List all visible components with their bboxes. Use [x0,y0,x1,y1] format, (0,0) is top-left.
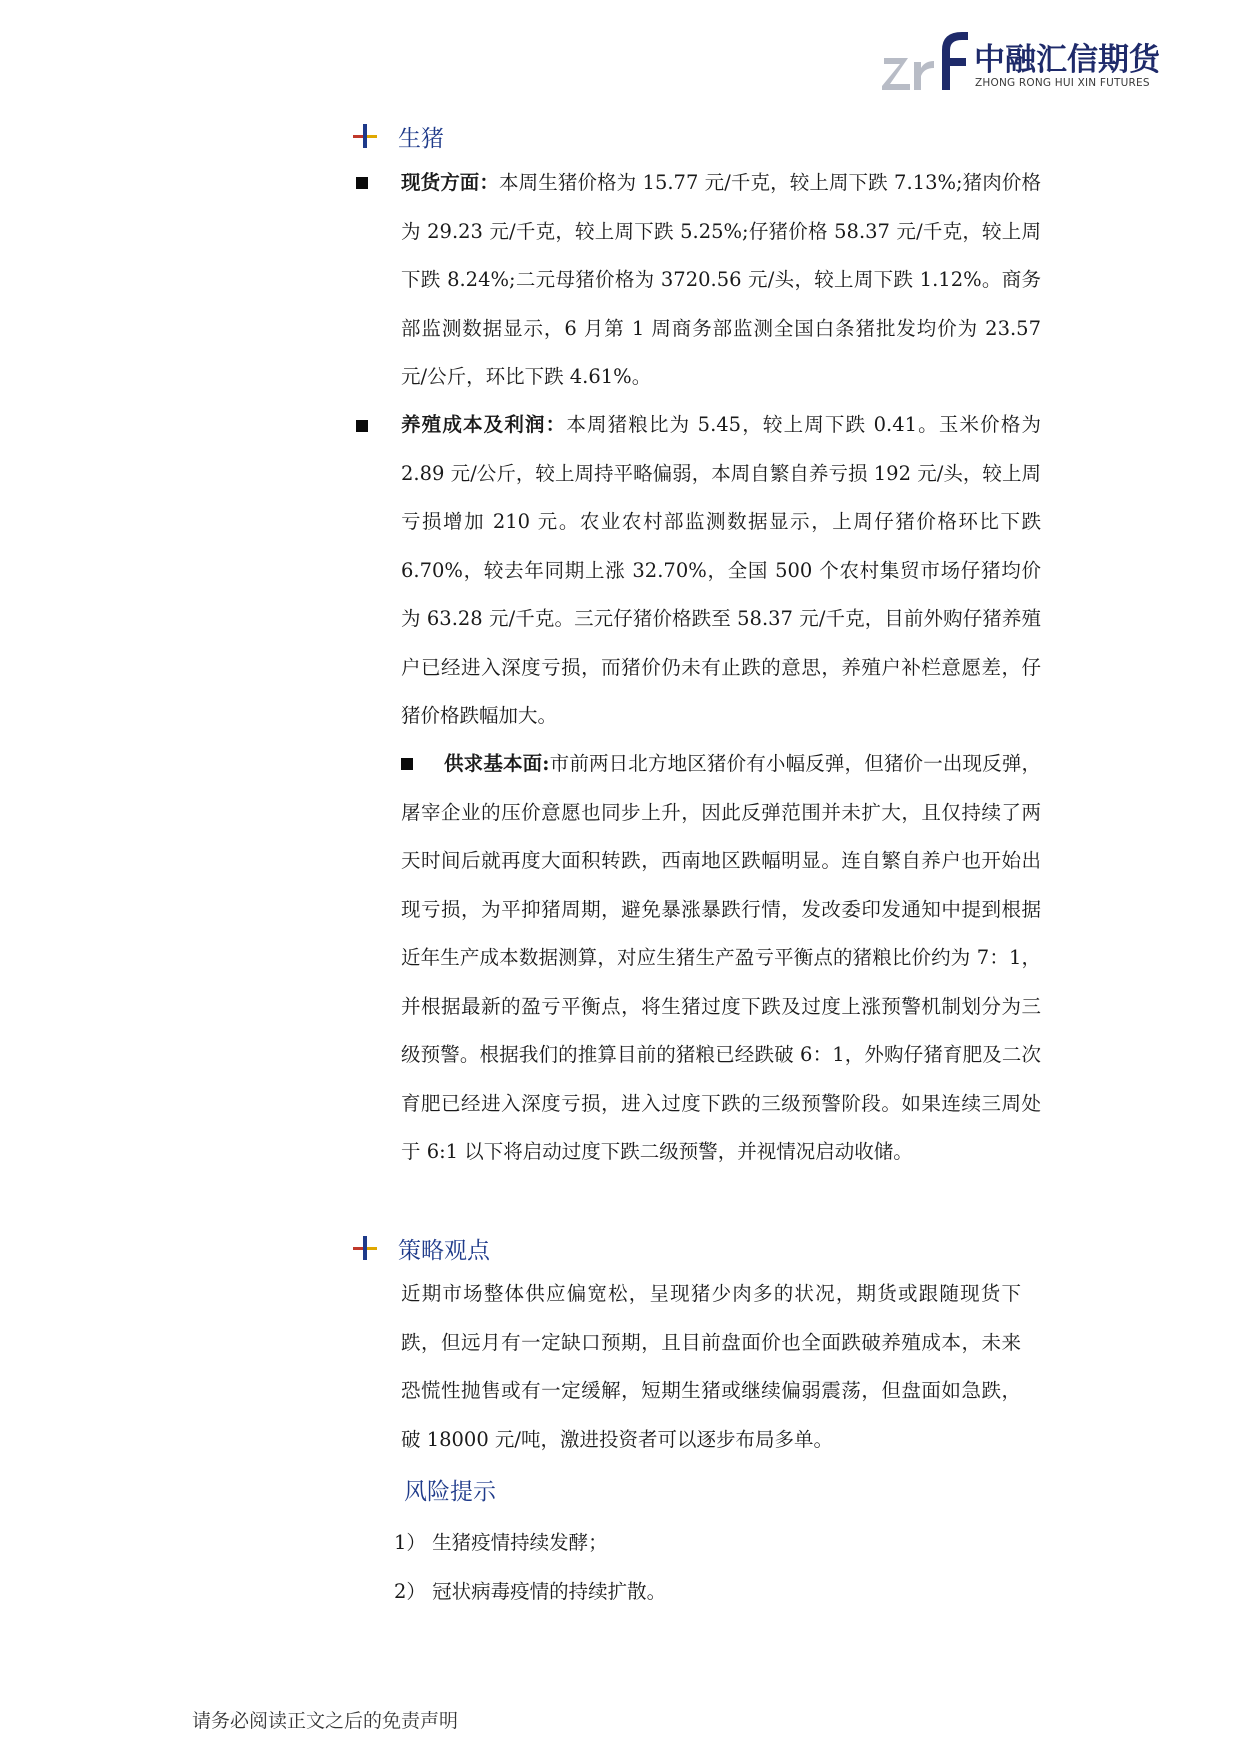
paragraph-supply [401,740,1041,1177]
paragraph-text: 本周猪粮比为 5.45，较上周下跌 0.41。玉米价格为 2.89 元/公斤，较上周持平略偏弱，本周自繁自养亏损 192 元/头，较上周亏损增加 210 元。农业农村部监测数据显示，上周仔猪价格环比下跌 6.70%，较去年同期上涨 32.70%，全国 500 个农村集贸市场仔猪均价为 63.28 元/千克。三元仔猪价格跌至 58.37 元/千克，目前外购仔猪养殖户已经进入深度亏损，而猪价仍未有止跌的意思，养殖户补栏意愿差，仔猪价格跌幅加大。 [401,413,1041,727]
heading-bullet-icon [353,1236,377,1260]
paragraph-label: 供求基本面: [444,752,550,775]
square-bullet-icon [401,758,413,770]
square-bullet-icon [356,177,368,189]
logo-english-name: ZHONG RONG HUI XIN FUTURES [975,77,1150,89]
logo-chinese-name: 中融汇信期货 [974,42,1160,78]
risk-item: 2） 冠状病毒疫情的持续扩散。 [394,1580,667,1603]
footer-disclaimer: 请务必阅读正文之后的免责声明 [192,1710,459,1732]
paragraph-cost [401,401,1041,741]
square-bullet-icon [356,420,368,432]
paragraph-label: 现货方面： [401,171,500,194]
section-heading-strategy: 策略观点 [398,1238,490,1264]
paragraph-spot [401,159,1041,402]
paragraph-label: 养殖成本及利润： [401,413,567,436]
heading-bullet-icon [353,124,377,148]
section-heading-hog: 生猪 [398,126,444,152]
company-logo [882,28,1202,96]
paragraph-strategy: 近期市场整体供应偏宽松，呈现猪少肉多的状况，期货或跟随现货下跌，但远月有一定缺口预期，且目前盘面价也全面跌破养殖成本，未来恐慌性抛售或有一定缓解，短期生猪或继续偏弱震荡，但盘面如急跌，破 18000 元/吨，激进投资者可以逐步布局多单。 [401,1282,1021,1451]
paragraph-text: 本周生猪价格为 15.77 元/千克，较上周下跌 7.13%;猪肉价格为 29.23 元/千克，较上周下跌 5.25%;仔猪价格 58.37 元/千克，较上周下跌 8.24%;二元母猪价格为 3720.56 元/头，较上周下跌 1.12%。商务部监测数据显示，6 月第 1 周商务部监测全国白条猪批发均价为 23.57 元/公斤，环比下跌 4.61%。 [401,171,1041,388]
risk-item: 1） 生猪疫情持续发酵； [394,1531,608,1554]
logo-mark-icon [882,28,970,94]
paragraph-text: 市前两日北方地区猪价有小幅反弹，但猪价一出现反弹，屠宰企业的压价意愿也同步上升，因此反弹范围并未扩大，且仅持续了两天时间后就再度大面积转跌，西南地区跌幅明显。连自繁自养户也开始出现亏损，为平抑猪周期，避免暴涨暴跌行情，发改委印发通知中提到根据近年生产成本数据测算，对应生猪生产盈亏平衡点的猪粮比价约为 7：1，并根据最新的盈亏平衡点，将生猪过度下跌及过度上涨预警机制划分为三级预警。根据我们的推算目前的猪粮已经跌破 6：1，外购仔猪育肥及二次育肥已经进入深度亏损，进入过度下跌的三级预警阶段。如果连续三周处于 6:1 以下将启动过度下跌二级预警，并视情况启动收储。 [401,752,1041,1163]
section-heading-risk: 风险提示 [404,1479,496,1505]
